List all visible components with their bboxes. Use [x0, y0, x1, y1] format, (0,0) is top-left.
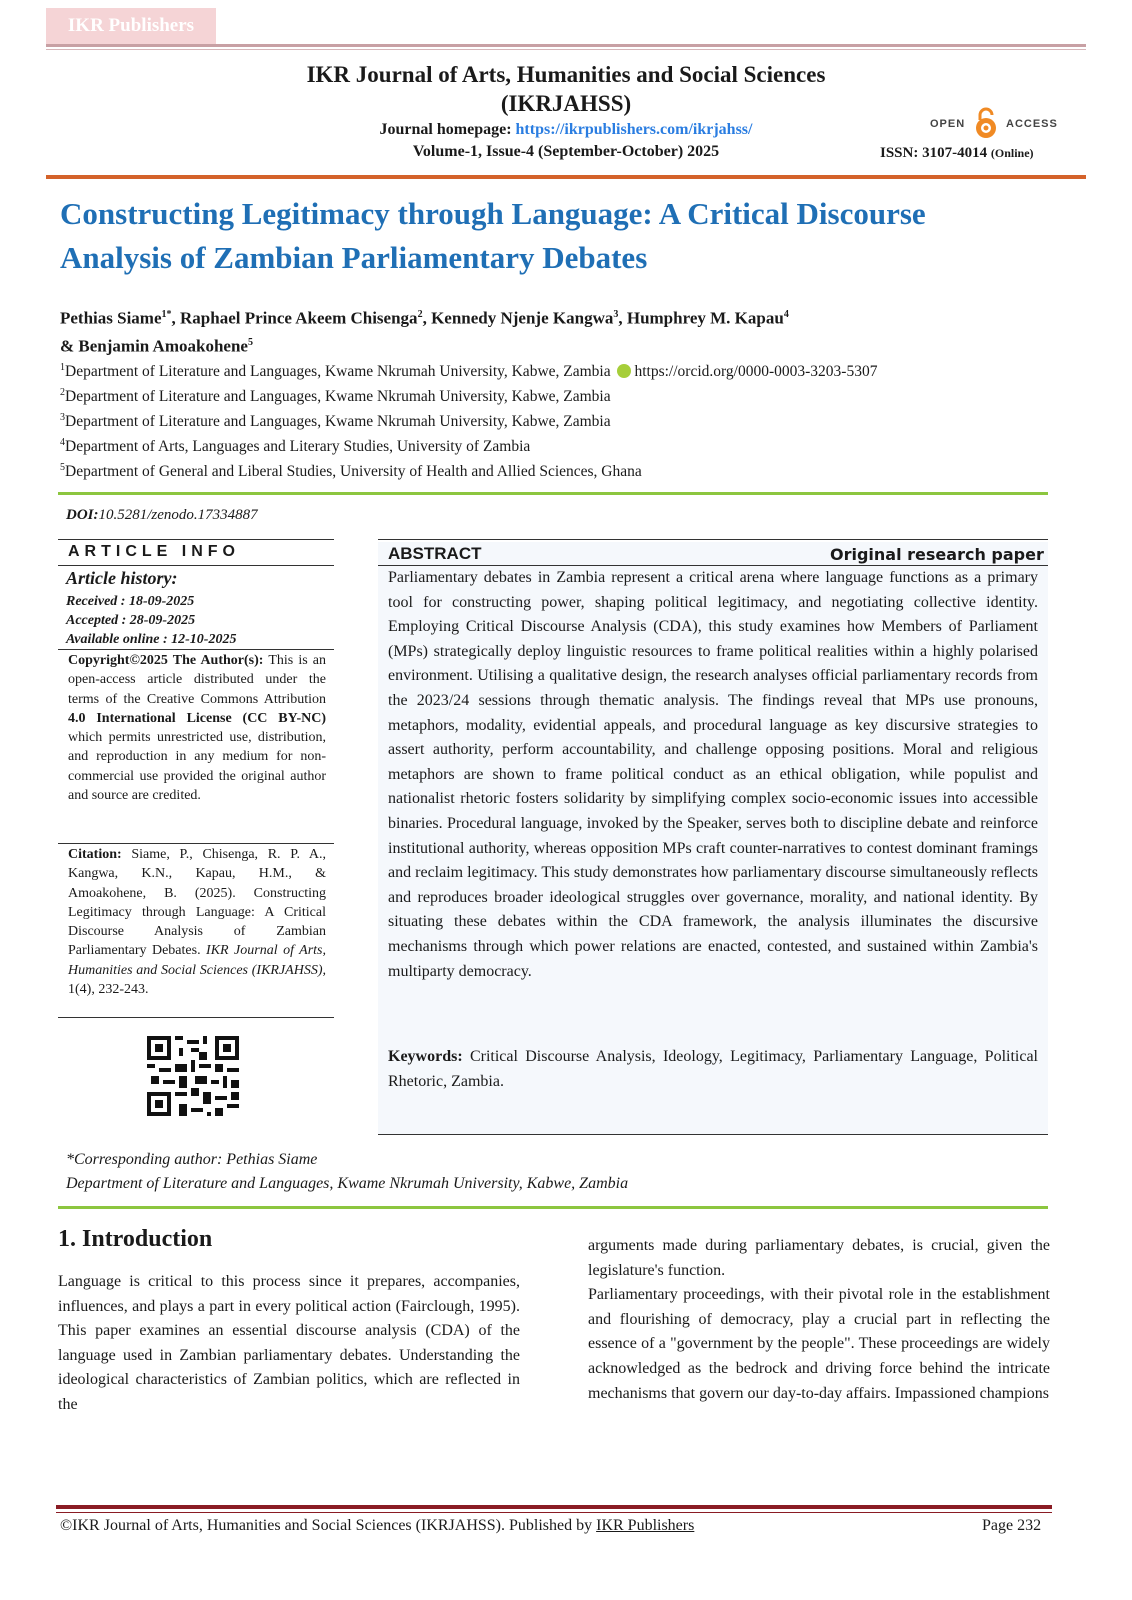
affiliation-4 [60, 433, 1080, 457]
article-dates [66, 592, 236, 649]
journal-title-line2: (IKRJAHSS) [500, 91, 632, 116]
affiliation-sup: 1 [60, 362, 65, 373]
citation-text: Siame, P., Chisenga, R. P. A., Kangwa, K.N., Kapau, H.M., & Amoakohene, B. (2025). Constructing Legitimacy through Language: A Critical Discourse Analysis of Zambian Parliamentary Debates. [68, 847, 326, 959]
open-lock-icon [972, 106, 1000, 140]
doi-label: DOI: [66, 507, 99, 523]
license-name: 4.0 International License (CC BY-NC) [68, 710, 326, 726]
author-5: & Benjamin Amoakohene [60, 336, 248, 356]
keywords [388, 1045, 1038, 1094]
homepage-link[interactable]: https://ikrpublishers.com/ikrjahss/ [515, 121, 753, 138]
author-3-sup: 3 [613, 309, 619, 320]
orcid-icon[interactable] [617, 364, 631, 378]
section-heading: 1. Introduction [58, 1226, 213, 1252]
citation-journal: IKR Journal of Arts, Humanities and Social Sciences (IKRJAHSS), [68, 943, 327, 978]
affiliation-5 [60, 458, 1080, 482]
header-divider [46, 175, 1086, 179]
issn-number: ISSN: 3107-4014 [880, 145, 988, 161]
author-4: , Humphrey M. Kapau [618, 308, 784, 328]
copyright-heading: Copyright©2025 The Author(s): [68, 653, 264, 668]
affiliation-2 [60, 383, 1080, 407]
paragraph: arguments made during parliamentary debates, is crucial, given the legislature's function. [588, 1237, 1050, 1279]
affiliation-1 [60, 358, 1080, 382]
orcid-link[interactable]: https://orcid.org/0000-0003-3203-5307 [634, 363, 878, 381]
homepage-label: Journal homepage: [379, 121, 512, 138]
affiliation-3 [60, 408, 1080, 432]
article-info-rule [58, 649, 334, 650]
affiliation-text: Department of General and Liberal Studies, University of Health and Allied Sciences, Ghana [65, 463, 642, 481]
publisher-badge: IKR Publishers [46, 8, 216, 44]
doi [66, 507, 258, 524]
body-column-right [588, 1234, 1050, 1406]
copyright-text-2: which permits unrestricted use, distribution, and reproduction in any medium for non-commercial use provided the original author and source are credited. [68, 730, 326, 804]
citation-label: Citation: [68, 847, 122, 862]
paragraph: Language is critical to this process since it prepares, accompanies, influences, and plays a part in every political action (Fairclough, 1995). This paper examines an essential discourse analysis (CDA) of the language used in Zambian parliamentary debates. Understanding the ideological characteristics of Zambian politics, which are reflected in the [58, 1273, 520, 1413]
footer-rule [56, 1505, 1052, 1509]
qr-code[interactable] [147, 1035, 239, 1117]
author-1: Pethias Siame [60, 308, 162, 328]
accepted-date: Accepted : 28-09-2025 [66, 613, 196, 628]
citation [68, 845, 326, 999]
article-history-label: Article history: [66, 568, 178, 588]
author-list [60, 303, 1060, 358]
open-access-left: OPEN [930, 118, 966, 130]
abstract-heading: ABSTRACT [388, 544, 482, 563]
abstract-rule [378, 1134, 1048, 1135]
keywords-label: Keywords: [388, 1048, 463, 1065]
author-3: , Kennedy Njenje Kangwa [422, 308, 614, 328]
author-5-sup: 5 [247, 336, 253, 348]
article-info-rule [58, 1017, 334, 1018]
article-info-rule [58, 565, 334, 566]
available-date: Available online : 12-10-2025 [66, 632, 237, 647]
abstract-rule [378, 539, 1048, 540]
article-info-rule [58, 539, 334, 540]
abstract-text: Parliamentary debates in Zambia represent a critical arena where language functions as a primary tool for constructing power, shaping political legitimacy, and negotiating collective identity. Employing Critical Discourse Analysis (CDA), this study examines how Members of Parliament (MPs) strategically deploy linguistic resources to frame political realities within a highly polarised environment. Utilising a qualitative design, the research analyses official parliamentary records from the 2023/24 sessions through thematic analysis. The findings reveal that MPs use pronouns, metaphors, modality, evidential appeals, and procedural language as key discursive strategies to assert authority, perform accountability, and challenge opposing positions. Moral and religious metaphors are shown to frame political conduct as an ethical obligation, while populist and nationalist rhetoric fosters solidarity by simplifying complex socio-economic issues into accessible binaries. Procedural language, invoked by the Speaker, serves both to discipline debate and reinforce institutional authority, whereas opposition MPs craft counter-narratives to contest dominant framings and reclaim legitimacy. This study demonstrates how parliamentary discourse simultaneously reflects and reproduces broader ideological struggles over governance, morality, and national identity. By situating these debates within the CDA framework, the analysis illuminates the discursive mechanisms through which power relations are enacted, contested, and sustained within Zambia's multiparty democracy. [388, 569, 1038, 980]
copyright-text: This is an open-access article distributed under the terms of the Creative Commons Attribution [68, 653, 326, 707]
header-rule [46, 44, 1086, 47]
citation-pages: 1(4), 232-243. [68, 982, 149, 998]
affiliation-text: Department of Literature and Languages, Kwame Nkrumah University, Kabwe, Zambia [65, 413, 611, 431]
corresponding-author [66, 1148, 628, 1196]
author-1-sup: 1* [161, 309, 172, 320]
affiliation-text: Department of Literature and Languages, Kwame Nkrumah University, Kabwe, Zambia [65, 363, 611, 381]
copyright-notice [68, 651, 326, 805]
issn [880, 145, 1034, 162]
affiliation-text: Department of Arts, Languages and Literary Studies, University of Zambia [65, 438, 531, 456]
paper-type: Original research paper [830, 545, 1044, 564]
received-date: Received : 18-09-2025 [66, 594, 195, 609]
volume-issue: Volume-1, Issue-4 (September-October) 2025 [412, 143, 720, 160]
footer-publisher-link[interactable]: IKR Publishers [596, 1517, 695, 1534]
paper-title-line2: Analysis of Zambian Parliamentary Debates [60, 240, 648, 275]
open-access-logo [930, 106, 1070, 142]
paragraph: Parliamentary proceedings, with their pivotal role in the establishment and flourishing of democracy, play a crucial part in reflecting the essence of a "government by the people". These proceedings are widely acknowledged as the bedrock and driving force behind the intricate mechanisms that govern our day-to-day affairs. Impassioned champions [588, 1286, 1050, 1402]
author-2-sup: 2 [417, 309, 423, 320]
open-access-right: ACCESS [1006, 118, 1058, 130]
body-column-left [58, 1270, 520, 1418]
affiliation-text: Department of Literature and Languages, Kwame Nkrumah University, Kabwe, Zambia [65, 388, 611, 406]
affiliation-sup: 4 [60, 437, 65, 448]
affiliation-sup: 3 [60, 412, 65, 423]
corresponding-name: *Corresponding author: Pethias Siame [66, 1151, 318, 1168]
paper-title [60, 192, 1060, 280]
article-info-heading: ARTICLE INFO [68, 543, 240, 560]
affiliation-sup: 2 [60, 387, 65, 398]
corresponding-affiliation: Department of Literature and Languages, Kwame Nkrumah University, Kabwe, Zambia [66, 1175, 629, 1192]
keywords-list: Critical Discourse Analysis, Ideology, Legitimacy, Parliamentary Language, Political Rhetoric, Zambia. [388, 1048, 1038, 1090]
footer-copyright: ©IKR Journal of Arts, Humanities and Social Sciences (IKRJAHSS). Published by [60, 1517, 597, 1534]
journal-title-line1: IKR Journal of Arts, Humanities and Social Sciences [306, 62, 826, 87]
footer-rule-thin [56, 1512, 1052, 1513]
paper-title-line1: Constructing Legitimacy through Language: A Critical Discourse [60, 196, 926, 231]
doi-value[interactable]: 10.5281/zenodo.17334887 [98, 507, 258, 523]
page-number: Page 232 [982, 1517, 1042, 1534]
author-4-sup: 4 [783, 309, 789, 320]
footer-text [60, 1517, 694, 1535]
issn-note: (Online) [990, 146, 1034, 160]
affiliation-sup: 5 [60, 462, 65, 473]
header-rule-thin [46, 49, 1086, 50]
author-2: , Raphael Prince Akeem Chisenga [171, 308, 418, 328]
article-info-rule [58, 843, 334, 844]
section-divider [58, 492, 1048, 495]
section-divider [58, 1206, 1048, 1209]
